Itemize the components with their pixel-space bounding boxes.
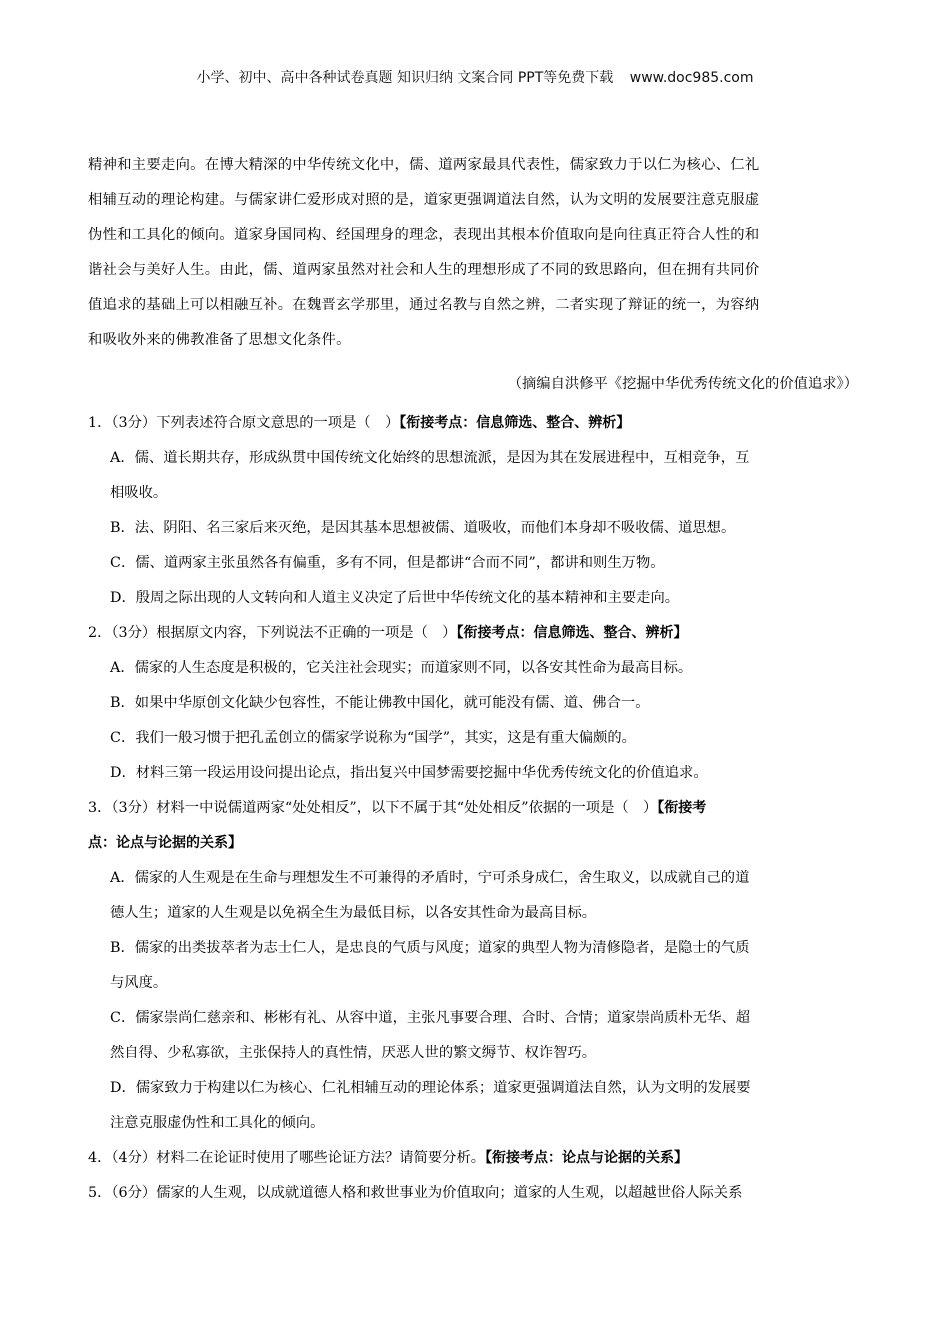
option-line: B．法、阴阳、名三家后来灭绝，是因其基本思想被儒、道吸收，而他们本身却不吸收儒、道思想。 bbox=[110, 520, 736, 536]
question-4 bbox=[88, 1141, 860, 1176]
passage-line: 值追求的基础上可以相融互补。在魏晋玄学那里，通过名教与自然之辨，二者实现了辩证的统一，为容纳 bbox=[88, 297, 760, 313]
question-1 bbox=[88, 406, 860, 616]
passage-line: 精神和主要走向。在博大精深的中华传统文化中，儒、道两家最具代表性，儒家致力于以仁为核心、仁礼 bbox=[88, 157, 760, 173]
question-stem: 5．（6分）儒家的人生观，以成就道德人格和救世事业为价值取向；道家的人生观，以超越世俗人际关系 bbox=[88, 1185, 743, 1201]
passage-source: （摘编自洪修平《挖掘中华优秀传统文化的价值追求》） bbox=[507, 376, 858, 392]
option-line: 德人生；道家的人生观是以免祸全生为最低目标，以各安其性命为最高目标。 bbox=[110, 905, 597, 921]
question-3 bbox=[88, 791, 860, 1141]
passage-line: 谐社会与美好人生。由此，儒、道两家虽然对社会和人生的理想形成了不同的致思路向，但在拥有共同价 bbox=[88, 262, 760, 278]
option-line: 与风度。 bbox=[110, 975, 168, 991]
exam-point-tag: 【衔接考点：信息筛选、整合、辨析】 bbox=[399, 415, 631, 431]
option-line: A．儒家的人生态度是积极的，它关注社会现实；而道家则不同，以各安其性命为最高目标。 bbox=[110, 660, 693, 676]
option-line: C．儒家崇尚仁慈亲和、彬彬有礼、从容中道，主张凡事要合理、合时、合情；道家崇尚质朴无华、超 bbox=[110, 1010, 750, 1026]
question-stem: 3．（3分）材料一中说儒道两家“处处相反”，以下不属于其“处处相反”依据的一项是（ ） bbox=[88, 800, 658, 816]
option-line: A．儒、道长期共存，形成纵贯中国传统文化始终的思想流派，是因为其在发展进程中，互相竞争，互 bbox=[110, 450, 750, 466]
option-line: D．材料三第一段运用设问提出论点，指出复兴中国梦需要挖掘中华优秀传统文化的价值追求。 bbox=[110, 765, 708, 781]
question-stem: 2．（3分）根据原文内容，下列说法不正确的一项是（ ） bbox=[88, 625, 457, 641]
passage-line: 伪性和工具化的倾向。道家身国同构、经国理身的理念，表现出其根本价值取向是向往真正符合人性的和 bbox=[88, 227, 760, 243]
option-line: A．儒家的人生观是在生命与理想发生不可兼得的矛盾时，宁可杀身成仁，舍生取义，以成就自己的道 bbox=[110, 870, 750, 886]
header-site-link[interactable]: www.doc985.com bbox=[629, 70, 754, 86]
question-stem: 4．（4分）材料二在论证时使用了哪些论证方法？请简要分析。 bbox=[88, 1150, 486, 1166]
exam-point-tag-continued: 点：论点与论据的关系】 bbox=[88, 835, 242, 851]
option-line: B．如果中华原创文化缺少包容性，不能让佛教中国化，就可能没有儒、道、佛合一。 bbox=[110, 695, 650, 711]
option-line: D．殷周之际出现的人文转向和人道主义决定了后世中华传统文化的基本精神和主要走向。 bbox=[110, 590, 680, 606]
question-5 bbox=[88, 1176, 860, 1211]
passage-line: 和吸收外来的佛教准备了思想文化条件。 bbox=[88, 332, 351, 348]
option-line: B．儒家的出类拔萃者为志士仁人，是忠良的气质与风度；道家的典型人物为清修隐者，是隐士的气质 bbox=[110, 940, 750, 956]
option-line: C．我们一般习惯于把孔孟创立的儒家学说称为“国学”，其实，这是有重大偏颇的。 bbox=[110, 730, 636, 746]
option-line: 相吸收。 bbox=[110, 485, 168, 501]
exam-point-tag: 【衔接考 bbox=[657, 800, 707, 816]
question-stem: 1．（3分）下列表述符合原文意思的一项是（ ） bbox=[88, 415, 400, 431]
passage-line: 相辅互动的理论构建。与儒家讲仁爱形成对照的是，道家更强调道法自然，认为文明的发展要注意克服虚 bbox=[88, 192, 760, 208]
question-2 bbox=[88, 616, 860, 791]
option-line: 然自得、少私寡欲，主张保持人的真性情，厌恶人世的繁文缛节、权诈智巧。 bbox=[110, 1045, 597, 1061]
question-list bbox=[88, 406, 860, 1211]
option-line: C．儒、道两家主张虽然各有偏重，多有不同，但是都讲“合而不同”，都讲和则生万物。 bbox=[110, 555, 665, 571]
option-line: D．儒家致力于构建以仁为核心、仁礼相辅互动的理论体系；道家更强调道法自然，认为文明的发展要 bbox=[110, 1080, 751, 1096]
page-header bbox=[0, 68, 950, 88]
option-line: 注意克服虚伪性和工具化的倾向。 bbox=[110, 1115, 325, 1131]
exam-point-tag: 【衔接考点：论点与论据的关系】 bbox=[485, 1150, 689, 1166]
reading-passage bbox=[88, 148, 860, 358]
header-ad-text: 小学、初中、高中各种试卷真题 知识归纳 文案合同 PPT等免费下载 bbox=[196, 70, 614, 86]
exam-point-tag: 【衔接考点：信息筛选、整合、辨析】 bbox=[456, 625, 688, 641]
